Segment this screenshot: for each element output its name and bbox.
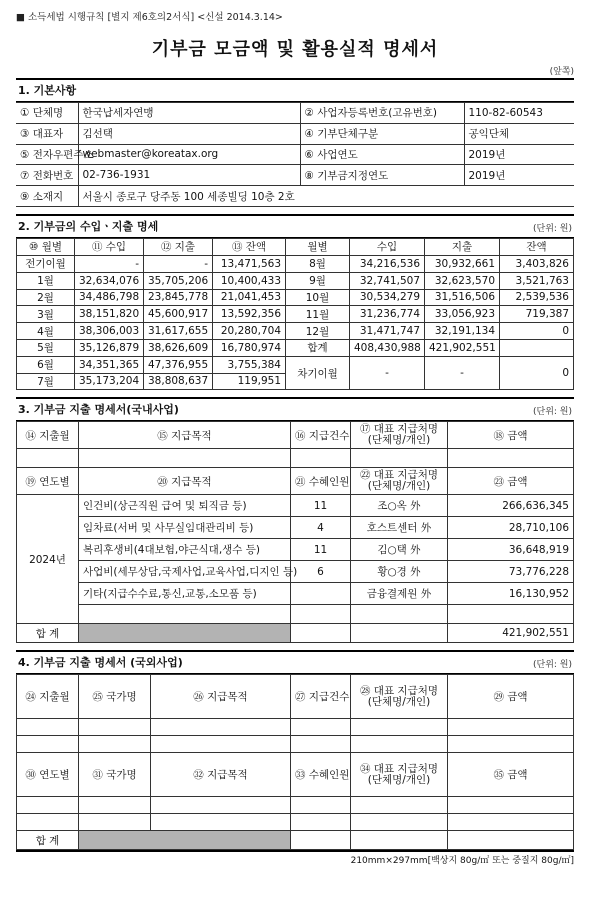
empty-cell: [17, 814, 79, 831]
empty-cell: [291, 814, 351, 831]
expense-row: [17, 495, 574, 517]
amount-cell: 47,376,955: [144, 356, 213, 373]
count-cell: 11: [291, 495, 351, 517]
header-label: ⑱ 금액: [493, 429, 528, 442]
header-label: ⑮ 지급목적: [157, 429, 212, 442]
expense-row: [17, 561, 574, 583]
empty-cell: [351, 736, 448, 753]
empty-cell: [17, 449, 79, 468]
header-label: ㉖ 지급목적: [193, 691, 248, 704]
basic-info-table: [16, 102, 574, 207]
amount-cell: 31,236,774: [350, 306, 425, 323]
empty-row: [17, 814, 574, 831]
empty-cell: [448, 605, 574, 624]
field-label: ② 사업자등록번호(고유번호): [300, 103, 464, 124]
column-header: [351, 675, 448, 719]
payee-cell: 금융결제원 外: [351, 583, 448, 605]
field-value: 2019년: [464, 144, 574, 165]
section-heading-basic: 1. 기본사항: [18, 84, 77, 97]
basic-info-row: [16, 103, 574, 124]
empty-cell: [351, 831, 448, 850]
amount-cell: -: [144, 255, 213, 272]
header-label: ㉝ 수혜인원: [295, 769, 350, 782]
section-overseas: [16, 650, 574, 852]
header-label: ㉙ 금액: [493, 691, 528, 704]
count-cell: [291, 583, 351, 605]
amount-cell: 719,387: [500, 306, 574, 323]
amount-cell: 266,636,345: [448, 495, 574, 517]
empty-cell: [151, 736, 291, 753]
empty-cell: [351, 449, 448, 468]
empty-cell: [79, 605, 291, 624]
header-label: ⑲ 연도별: [25, 475, 70, 488]
amount-cell: 3,403,826: [500, 255, 574, 272]
amount-cell: 30,534,279: [350, 289, 425, 306]
amount-cell: 34,216,536: [350, 255, 425, 272]
shaded-cell: [79, 831, 291, 850]
unit-label: (단위: 원): [533, 223, 572, 234]
table-header-row: [17, 753, 574, 797]
column-header: [79, 753, 151, 797]
empty-cell: [448, 814, 574, 831]
header-label: ㉓ 금액: [493, 475, 528, 488]
field-value: 한국납세자연맹: [78, 103, 300, 124]
amount-cell: 38,306,003: [75, 323, 144, 340]
field-label: ③ 대표자: [16, 123, 78, 144]
monthly-row: [17, 272, 574, 289]
empty-row: [17, 719, 574, 736]
payee-cell: 황○경 外: [351, 561, 448, 583]
overseas-table: [16, 674, 574, 850]
amount-cell: 38,151,820: [75, 306, 144, 323]
page-side-label: (앞쪽): [549, 67, 574, 77]
empty-row: [17, 797, 574, 814]
year-cell: 2024년: [17, 495, 79, 624]
column-header: [448, 675, 574, 719]
header-label: ㉔ 지출월: [25, 691, 70, 704]
amount-cell: 16,130,952: [448, 583, 574, 605]
amount-cell: 13,471,563: [213, 255, 286, 272]
column-header: 월별: [286, 238, 350, 255]
amount-cell: 421,902,551: [425, 339, 500, 356]
count-cell: 11: [291, 539, 351, 561]
amount-cell: 0: [500, 356, 574, 390]
section-heading-overseas: 4. 기부금 지출 명세서 (국외사업): [18, 656, 183, 670]
amount-cell: 16,780,974: [213, 339, 286, 356]
column-header: [448, 468, 574, 495]
month-cell: 8월: [286, 255, 350, 272]
header-label: ㉑ 수혜인원: [295, 475, 350, 488]
empty-cell: [79, 449, 291, 468]
amount-cell: 32,741,507: [350, 272, 425, 289]
column-header: [291, 753, 351, 797]
field-label: ① 단체명: [16, 103, 78, 124]
amount-cell: 0: [500, 323, 574, 340]
section-basic: [16, 78, 574, 207]
column-header: ⑩ 월별: [17, 238, 75, 255]
amount-cell: 38,626,609: [144, 339, 213, 356]
column-header: ⑫ 지출: [144, 238, 213, 255]
amount-cell: -: [425, 356, 500, 390]
empty-cell: [351, 797, 448, 814]
field-label: ⑧ 기부금지정연도: [300, 165, 464, 186]
amount-cell: 35,705,206: [144, 272, 213, 289]
header-label: ㉒ 대표 지급처명: [359, 469, 439, 482]
shaded-cell: [79, 624, 291, 643]
domestic-table: [16, 421, 574, 643]
month-cell: 차기이월: [286, 356, 350, 390]
column-header: 잔액: [500, 238, 574, 255]
amount-cell: 3,755,384: [213, 356, 286, 373]
column-header: [17, 468, 79, 495]
column-header: [17, 753, 79, 797]
column-header: [291, 468, 351, 495]
header-label: ㉟ 금액: [493, 769, 528, 782]
column-header: [351, 422, 448, 449]
field-label: ⑨ 소재지: [16, 186, 78, 207]
count-cell: 4: [291, 517, 351, 539]
amount-cell: 33,056,923: [425, 306, 500, 323]
amount-cell: 20,280,704: [213, 323, 286, 340]
field-label: ⑥ 사업연도: [300, 144, 464, 165]
empty-cell: [291, 719, 351, 736]
basic-info-row: [16, 144, 574, 165]
month-cell: 3월: [17, 306, 75, 323]
unit-label: (단위: 원): [533, 407, 572, 418]
total-label: 합 계: [17, 624, 79, 643]
header-sublabel: (단체명/개인): [367, 773, 431, 786]
amount-cell: 32,634,076: [75, 272, 144, 289]
column-header: [351, 753, 448, 797]
amount-cell: 2,539,536: [500, 289, 574, 306]
empty-cell: [351, 605, 448, 624]
empty-cell: [448, 736, 574, 753]
amount-cell: 31,471,747: [350, 323, 425, 340]
month-cell: 전기이월: [17, 255, 75, 272]
expense-row: [17, 583, 574, 605]
month-cell: 9월: [286, 272, 350, 289]
law-reference: ■ 소득세법 시행규칙 [별지 제6호의2서식] <신설 2014.3.14>: [16, 12, 283, 23]
empty-cell: [79, 736, 151, 753]
header-label: ㉚ 연도별: [25, 769, 70, 782]
basic-info-row: [16, 123, 574, 144]
header-label: ⑯ 지급건수: [295, 429, 350, 442]
column-header: [291, 675, 351, 719]
monthly-table: [16, 238, 574, 390]
empty-cell: [448, 719, 574, 736]
amount-cell: 119,951: [213, 373, 286, 390]
empty-cell: [151, 719, 291, 736]
amount-cell: 36,648,919: [448, 539, 574, 561]
amount-cell: 23,845,778: [144, 289, 213, 306]
empty-cell: [79, 814, 151, 831]
empty-cell: [448, 449, 574, 468]
month-cell: 4월: [17, 323, 75, 340]
amount-cell: 34,486,798: [75, 289, 144, 306]
column-header: [17, 675, 79, 719]
column-header: 수입: [350, 238, 425, 255]
purpose-cell: 기타(지급수수료,통신,교통,소모품 등): [79, 583, 291, 605]
month-cell: 합계: [286, 339, 350, 356]
section-heading-domestic: 3. 기부금 지출 명세서(국내사업): [18, 403, 179, 417]
column-header: 지출: [425, 238, 500, 255]
header-label: ㉛ 국가명: [92, 769, 137, 782]
empty-cell: [17, 797, 79, 814]
basic-info-row: [16, 165, 574, 186]
document-page: [16, 10, 574, 867]
monthly-row: [17, 289, 574, 306]
amount-cell: 34,351,365: [75, 356, 144, 373]
amount-cell: 10,400,433: [213, 272, 286, 289]
month-cell: 2월: [17, 289, 75, 306]
empty-cell: [291, 831, 351, 850]
field-label: ⑦ 전화번호: [16, 165, 78, 186]
amount-cell: -: [350, 356, 425, 390]
column-header: [448, 422, 574, 449]
paper-spec: 210mm×297mm[백상지 80g/㎡ 또는 중질지 80g/㎡]: [350, 856, 574, 867]
total-amount: 421,902,551: [448, 624, 574, 643]
column-header: ⑬ 잔액: [213, 238, 286, 255]
column-header: [151, 753, 291, 797]
payee-cell: 호스트센터 外: [351, 517, 448, 539]
header-label: ㉗ 지급건수: [295, 691, 350, 704]
header-label: ㉜ 지급목적: [193, 769, 248, 782]
total-row: [17, 624, 574, 643]
column-header: [79, 422, 291, 449]
section-domestic: [16, 397, 574, 643]
table-header-row: [17, 675, 574, 719]
header-sublabel: (단체명/개인): [367, 695, 431, 708]
unit-label: (단위: 원): [533, 660, 572, 671]
empty-cell: [79, 719, 151, 736]
month-cell: 5월: [17, 339, 75, 356]
column-header: ⑪ 수입: [75, 238, 144, 255]
empty-cell: [151, 814, 291, 831]
empty-cell: [291, 449, 351, 468]
expense-row: [17, 605, 574, 624]
total-row: [17, 831, 574, 850]
field-label: ④ 기부단체구분: [300, 123, 464, 144]
field-value: 2019년: [464, 165, 574, 186]
field-value: 김선택: [78, 123, 300, 144]
payee-cell: 김○택 外: [351, 539, 448, 561]
column-header: [351, 468, 448, 495]
amount-cell: -: [75, 255, 144, 272]
column-header: [448, 753, 574, 797]
table-header-row: [17, 422, 574, 449]
header-label: ㉘ 대표 지급처명: [359, 684, 439, 697]
amount-cell: 45,600,917: [144, 306, 213, 323]
empty-row: [17, 736, 574, 753]
purpose-cell: 임차료(서버 및 사무실임대관리비 등): [79, 517, 291, 539]
amount-cell: 30,932,661: [425, 255, 500, 272]
empty-row: [17, 449, 574, 468]
basic-info-row: [16, 186, 574, 207]
empty-cell: [351, 719, 448, 736]
empty-cell: [291, 736, 351, 753]
empty-cell: [17, 719, 79, 736]
header-label: ㉞ 대표 지급처명: [359, 762, 439, 775]
amount-cell: [500, 339, 574, 356]
empty-cell: [351, 624, 448, 643]
header-label: ⑳ 지급목적: [157, 475, 212, 488]
field-value: 공익단체: [464, 123, 574, 144]
amount-cell: 21,041,453: [213, 289, 286, 306]
table-header-row: [17, 238, 574, 255]
month-cell: 7월: [17, 373, 75, 390]
header-label: ⑰ 대표 지급처명: [359, 423, 439, 436]
empty-cell: [351, 814, 448, 831]
field-value: 02-736-1931: [78, 165, 300, 186]
column-header: [17, 422, 79, 449]
payee-cell: 조○옥 外: [351, 495, 448, 517]
header-sublabel: (단체명/개인): [367, 480, 431, 493]
month-cell: 10월: [286, 289, 350, 306]
purpose-cell: 사업비(세무상담,국제사업,교육사업,디지인 등): [79, 561, 291, 583]
empty-cell: [151, 797, 291, 814]
month-cell: 11월: [286, 306, 350, 323]
header-label: ⑭ 지출월: [25, 429, 70, 442]
month-cell: 12월: [286, 323, 350, 340]
empty-cell: [17, 736, 79, 753]
field-value: 110-82-60543: [464, 103, 574, 124]
monthly-row: [17, 339, 574, 356]
table-header-row: [17, 468, 574, 495]
section-heading-monthly: 2. 기부금의 수입ㆍ지출 명세: [18, 219, 159, 233]
page-title: 기부금 모금액 및 활용실적 명세서: [151, 39, 439, 60]
monthly-row: [17, 323, 574, 340]
amount-cell: 31,617,655: [144, 323, 213, 340]
empty-cell: [448, 831, 574, 850]
total-label: 합 계: [17, 831, 79, 850]
field-value: 서울시 종로구 당주동 100 세종빌딩 10층 2호: [78, 186, 574, 207]
expense-row: [17, 539, 574, 561]
month-cell: 1월: [17, 272, 75, 289]
empty-cell: [448, 797, 574, 814]
field-label: ⑤ 전자우편주소: [16, 144, 78, 165]
amount-cell: 32,623,570: [425, 272, 500, 289]
purpose-cell: 인건비(상근직원 급여 및 퇴직금 등): [79, 495, 291, 517]
amount-cell: 35,126,879: [75, 339, 144, 356]
monthly-row: [17, 356, 574, 373]
amount-cell: 31,516,506: [425, 289, 500, 306]
amount-cell: 35,173,204: [75, 373, 144, 390]
amount-cell: 13,592,356: [213, 306, 286, 323]
header-label: ㉕ 국가명: [92, 691, 137, 704]
purpose-cell: 복리후생비(4대보험,야근식대,생수 등): [79, 539, 291, 561]
amount-cell: 28,710,106: [448, 517, 574, 539]
empty-cell: [291, 605, 351, 624]
amount-cell: 73,776,228: [448, 561, 574, 583]
empty-cell: [291, 797, 351, 814]
amount-cell: 408,430,988: [350, 339, 425, 356]
empty-cell: [79, 797, 151, 814]
column-header: [291, 422, 351, 449]
column-header: [79, 675, 151, 719]
empty-cell: [291, 624, 351, 643]
header-sublabel: (단체명/개인): [367, 434, 431, 447]
amount-cell: 32,191,134: [425, 323, 500, 340]
column-header: [79, 468, 291, 495]
month-cell: 6월: [17, 356, 75, 373]
expense-row: [17, 517, 574, 539]
section-monthly: [16, 214, 574, 390]
monthly-row: [17, 306, 574, 323]
amount-cell: 38,808,637: [144, 373, 213, 390]
amount-cell: 3,521,763: [500, 272, 574, 289]
monthly-row: [17, 255, 574, 272]
column-header: [151, 675, 291, 719]
field-value: webmaster@koreatax.org: [78, 144, 300, 165]
count-cell: 6: [291, 561, 351, 583]
